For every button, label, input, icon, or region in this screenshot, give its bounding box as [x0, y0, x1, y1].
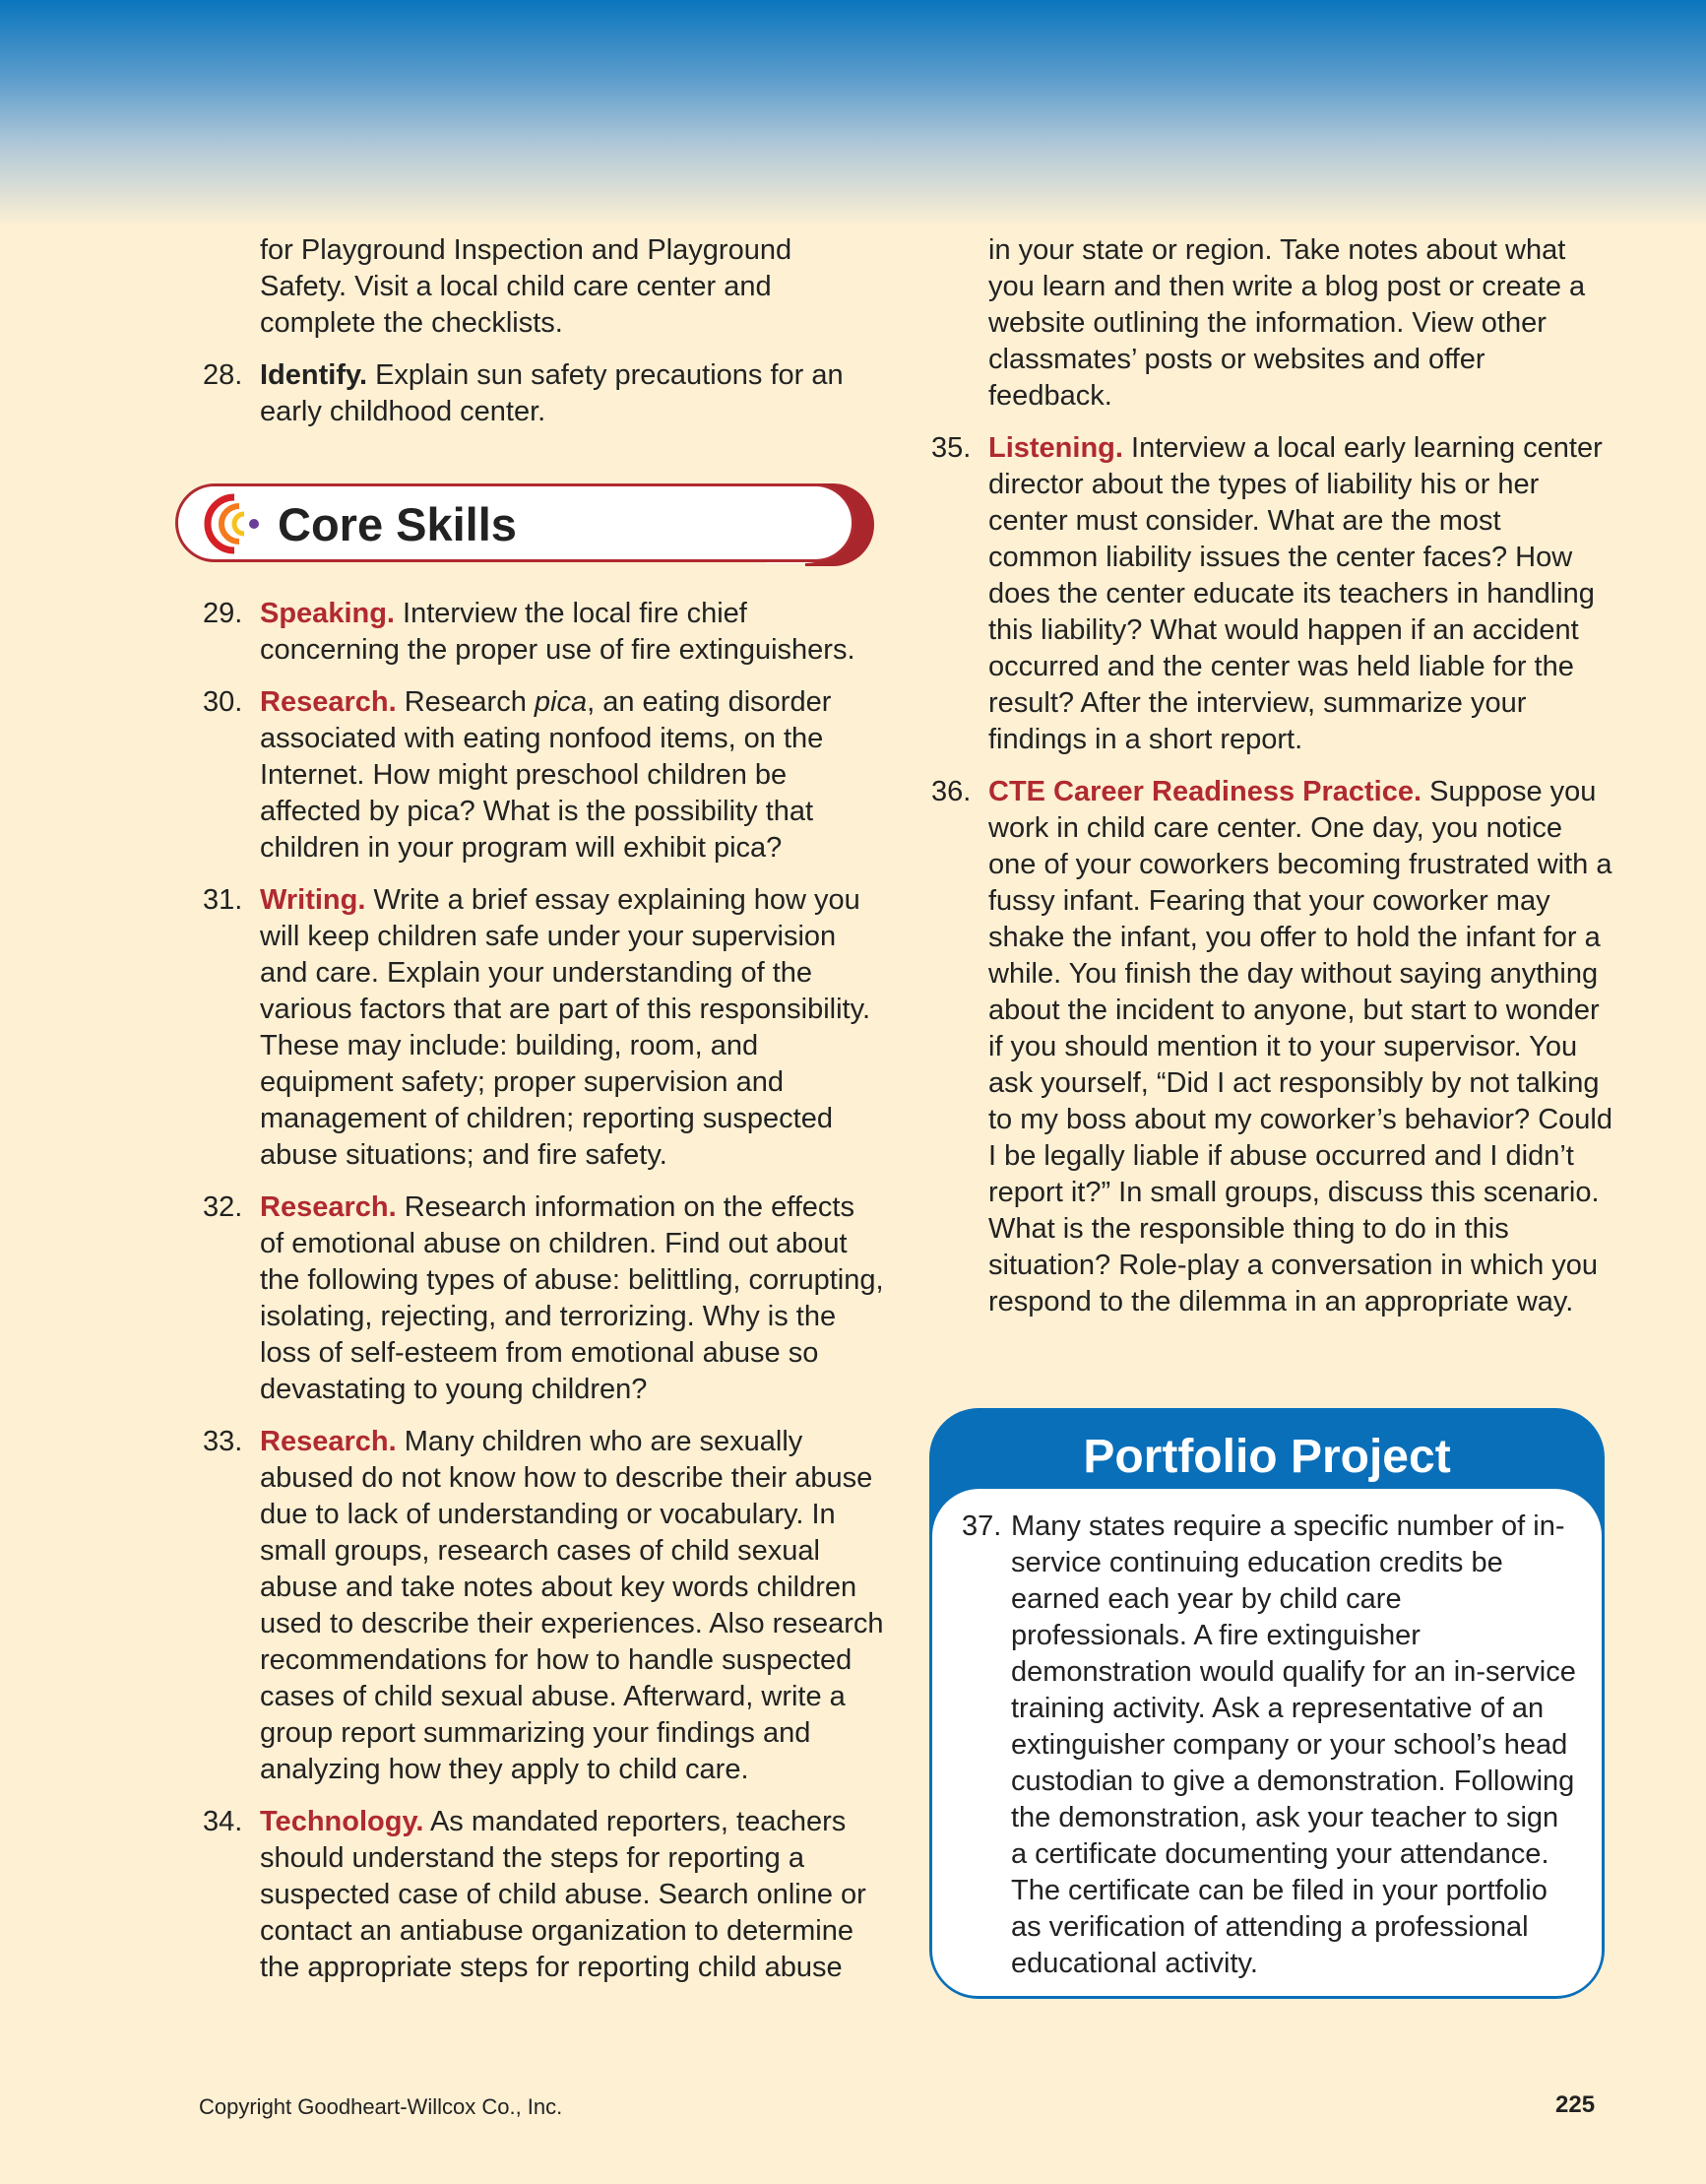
left-column [197, 232, 886, 2002]
question-number: 31. [203, 884, 243, 916]
question-keyword: Writing. [260, 884, 366, 916]
question-keyword: Speaking. [260, 598, 395, 629]
question-number: 35. [931, 432, 972, 464]
question-number: 28. [203, 359, 243, 391]
question-30 [197, 684, 886, 867]
question-34-continuation: in your state or region. Take notes about what you learn and then write a blog post or create a website outlining the information. View other classmates’ posts or websites and offer feedback. [988, 234, 1586, 412]
question-35 [925, 430, 1614, 758]
question-number: 29. [203, 598, 243, 629]
question-text: Research information on the effects of emotional abuse on children. Find out about the following types of abuse: belittling, corrupting, isolating, rejecting, and terrorizing. Why is the loss of self-esteem from emotional abuse so devastating to young children? [260, 1191, 884, 1405]
right-column [925, 232, 1614, 1336]
question-number: 37. [962, 1510, 1002, 1542]
question-29 [197, 596, 886, 669]
question-34 [197, 1804, 886, 1986]
question-text: Write a brief essay explaining how you will keep children safe under your supervision and care. Explain your understanding of the various factors that are part of this responsibility. These may include: building, room, and equipment safety; proper supervision and management of children; reporting suspected abuse situations; and fire safety. [260, 884, 871, 1171]
question-text-post: , an eating disorder associated with eating nonfood items, on the Internet. How might preschool children be affected by pica? What is the possibility that children in your program will exhibit pica? [260, 686, 832, 864]
question-keyword: Listening. [988, 432, 1123, 464]
question-number: 34. [203, 1806, 243, 1837]
question-keyword: Research. [260, 686, 397, 718]
header-gradient-band [0, 0, 1706, 226]
question-31 [197, 882, 886, 1174]
page-number: 225 [1555, 2091, 1596, 2118]
question-36 [925, 774, 1614, 1320]
question-keyword: Research. [260, 1191, 397, 1223]
question-number: 36. [931, 776, 972, 807]
question-27-continuation: for Playground Inspection and Playground Safety. Visit a local child care center and complete the checklists. [260, 234, 792, 339]
core-skills-title: Core Skills [278, 498, 517, 550]
question-text-pre: Research [396, 686, 535, 718]
question-28 [197, 357, 886, 430]
question-text: As mandated reporters, teachers should understand the steps for reporting a suspected case of child abuse. Search online or contact an antiabuse organization to determine the appropriate steps for reporting child abuse [260, 1806, 866, 1983]
question-number: 32. [203, 1191, 243, 1223]
core-skills-banner [175, 483, 874, 566]
portfolio-project-box [929, 1408, 1605, 1999]
question-number: 33. [203, 1426, 243, 1457]
question-text: Interview a local early learning center director about the types of liability his or her center must consider. What are the most common liability issues the center faces? How does the center educate its teachers in handling this liability? What would happen if an accident occurred and the center was held liable for the result? After the interview, summarize your findings in a short report. [988, 432, 1603, 755]
question-number: 30. [203, 686, 243, 718]
portfolio-project-title: Portfolio Project [1083, 1431, 1451, 1483]
question-text: Many children who are sexually abused do not know how to describe their abuse due to lack of understanding or vocabulary. In small groups, research cases of child sexual abuse and take notes about key words children used to describe their experiences. Also research recommendations for how to handle suspected cases of child sexual abuse. Afterward, write a group report summarizing your findings and analyzing how they apply to child care. [260, 1426, 884, 1785]
question-33 [197, 1424, 886, 1788]
question-keyword: Technology. [260, 1806, 424, 1837]
concentric-arcs-icon [195, 491, 264, 556]
portfolio-project-body [932, 1489, 1602, 1996]
copyright-notice: Copyright Goodheart-Willcox Co., Inc. [199, 2094, 563, 2119]
question-text: Suppose you work in child care center. One day, you notice one of your coworkers becoming frustrated with a fussy infant. Fearing that your coworker may shake the infant, you offer to hold the infant for a while. You finish the day without saying anything about the incident to anyone, but start to wonder if you should mention it to your supervisor. You ask yourself, “Did I act responsibly by not talking to my boss about my coworker’s behavior? Could I be legally liable if abuse occurred and I didn’t report it?” In small groups, discuss this scenario. What is the responsible thing to do in this situation? Role-play a conversation in which you respond to the dilemma in an appropriate way. [988, 776, 1613, 1317]
question-32 [197, 1189, 886, 1408]
question-keyword: CTE Career Readiness Practice. [988, 776, 1422, 807]
question-keyword: Identify. [260, 359, 368, 391]
portfolio-project-text: Many states require a specific number of in-service continuing education credits be earned each year by child care professionals. A fire extinguisher demonstration would qualify for an in-service training activity. Ask a representative of an extinguisher company or your school’s head custodian to give a demonstration. Following the demonstration, ask your teacher to sign a certificate documenting your attendance. The certificate can be filed in your portfolio as verification of attending a professional educational activity. [1011, 1510, 1576, 1979]
question-keyword: Research. [260, 1426, 397, 1457]
question-text-italic: pica [534, 686, 588, 718]
question-text: Interview the local fire chief concerning the proper use of fire extinguishers. [260, 598, 855, 666]
question-text: Explain sun safety precautions for an early childhood center. [260, 359, 844, 427]
